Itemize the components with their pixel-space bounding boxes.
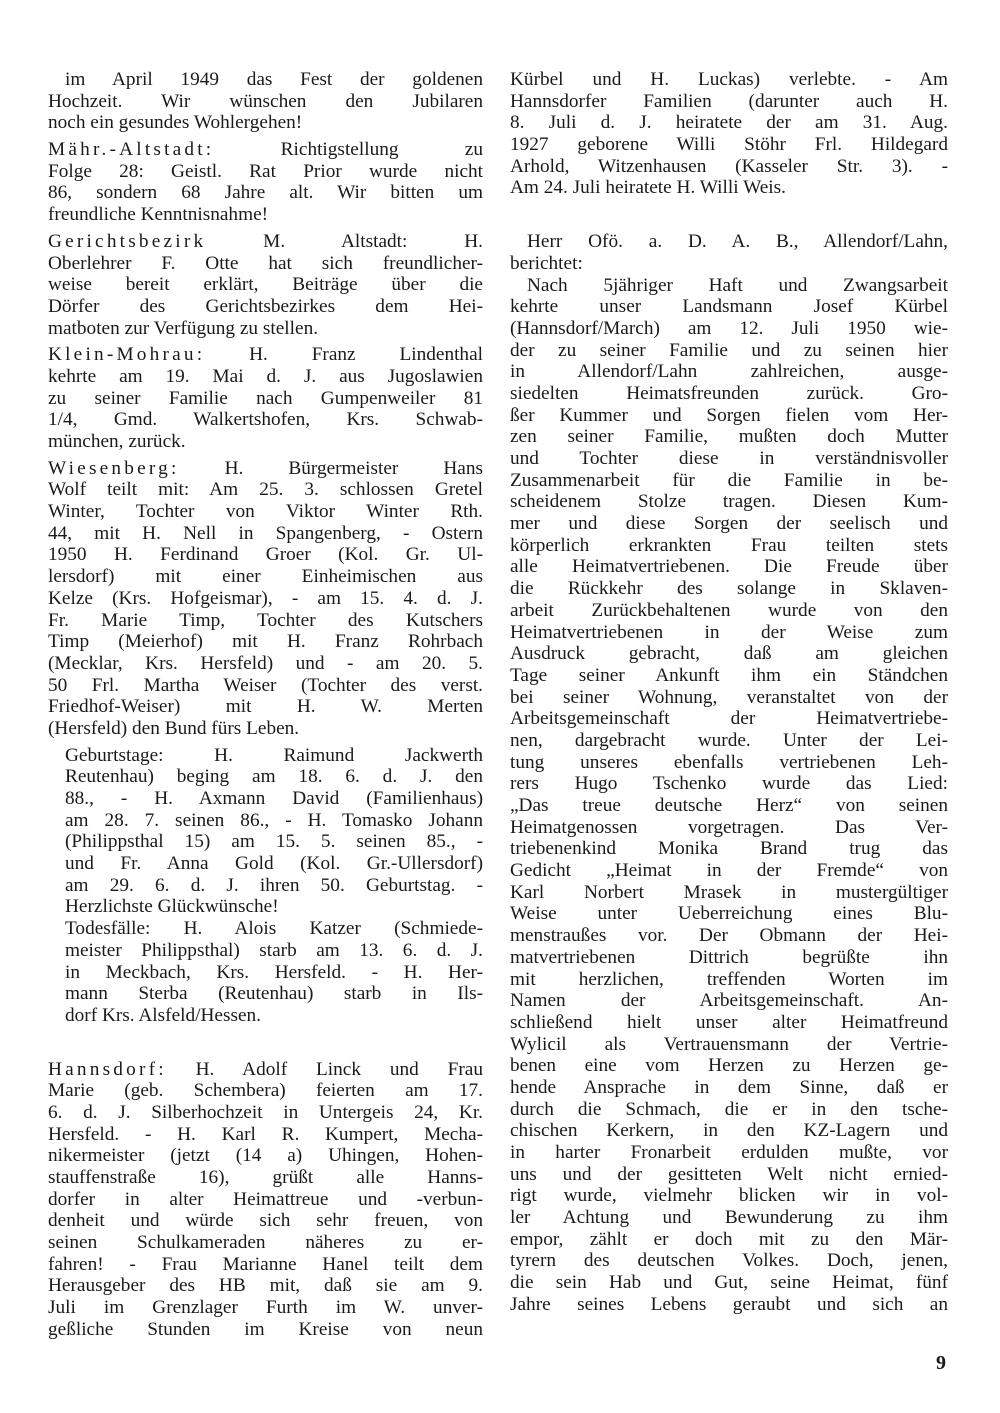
text-line [510,1034,948,1056]
line-text: Hersfeld. - H. Karl R. Kumpert, Mecha- [48,1123,483,1145]
line-text: 1/4, Gmd. Walkertshofen, Krs. Schwab- [48,409,483,431]
line-text: münchen, zurück. [48,431,186,452]
line-text: Namen der Arbeitsgemeinschaft. An- [510,990,948,1012]
line-text: Fr. Marie Timp, Tochter des Kutschers [48,609,483,631]
text-line [510,1012,948,1034]
line-text: Reutenhau) beging am 18. 6. d. J. den [65,766,483,788]
left-column [48,69,483,1346]
text-line [65,788,483,810]
line-text: am 28. 7. seinen 86., - H. Tomasko Johann [65,809,483,831]
text-line [510,361,948,383]
paragraph [510,69,948,199]
line-text: am 29. 6. d. J. ihren 50. Geburtstag. - [65,874,483,896]
text-line [48,610,483,632]
line-text: Heimatvertriebenen in der Weise zum [510,621,948,643]
line-text: Folge 28: Geistl. Rat Prior wurde nicht [48,160,483,182]
text-line [510,730,948,752]
line-text: 1927 geborene Willi Stöhr Frl. Hildegard [510,134,948,156]
paragraph [48,231,483,339]
line-text: Am 24. Juli heiratete H. Willi Weis. [510,177,786,199]
line-text: Ausdruck gebracht, daß am gleichen [510,643,948,665]
text-line [510,470,948,492]
right-column [510,69,948,1321]
text-line [510,253,948,275]
text-line [48,204,483,226]
text-line [510,405,948,427]
line-text: kehrte unser Landsmann Josef Kürbel [510,296,948,318]
text-line [48,1254,483,1276]
text-line [48,675,483,697]
text-line [510,1294,948,1316]
line-text: 1950 H. Ferdinand Groer (Kol. Gr. Ul- [48,544,483,566]
text-line [510,91,948,113]
text-line [510,838,948,860]
text-line [510,1185,948,1207]
text-line [510,1229,948,1251]
line-text: mit herzlichen, treffenden Worten im [510,968,948,990]
text-line [510,1142,948,1164]
text-line [510,69,948,91]
line-text: Oberlehrer F. Otte hat sich freundlicher- [48,252,483,274]
text-line [48,139,483,161]
text-line [48,458,483,480]
line-text: Winter, Tochter von Viktor Winter Rth. [48,501,483,523]
line-text: Hochzeit. Wir wünschen den Jubilaren [48,90,483,112]
text-line [510,112,948,134]
text-line [48,274,483,296]
text-line [48,653,483,675]
line-text: uns und der gesitteten Welt nicht ernied- [510,1163,948,1185]
text-line [48,718,483,740]
text-line [48,91,483,113]
line-text: 8. Juli d. J. heiratete der am 31. Aug. [510,112,948,134]
text-line [510,513,948,535]
line-text: H. Bürgermeister Hans [179,457,483,479]
paragraph [48,344,483,452]
text-line [48,1102,483,1124]
text-line [48,696,483,718]
line-text: zu seiner Familie nach Gumpenweiler 81 [48,387,483,409]
place-heading: Wiesenberg: [48,457,180,479]
text-line [65,918,483,940]
text-line [510,990,948,1012]
line-text: Gedicht „Heimat in der Fremde“ von [510,860,948,882]
line-text: 86, sondern 68 Jahre alt. Wir bitten um [48,182,483,204]
text-line [510,383,948,405]
text-line [510,817,948,839]
text-line [65,745,483,767]
text-line [510,177,948,199]
line-text: 6. d. J. Silberhochzeit in Untergeis 24, Kr. [48,1101,483,1123]
line-text: Hannsdorfer Familien (darunter auch H. [510,90,948,112]
line-text: Arbeitsgemeinschaft der Heimatvertriebe- [510,708,948,730]
line-text: lersdorf) mit einer Einheimischen aus [48,566,483,588]
line-text: Karl Norbert Mrasek in mustergültiger [510,881,948,903]
text-line [65,853,483,875]
text-line [65,831,483,853]
place-heading: Klein-Mohrau: [48,344,206,366]
line-text: Kelze (Krs. Hofgeismar), - am 15. 4. d. J. [48,587,483,609]
line-text: die sein Hab und Gut, seine Heimat, fünf [510,1272,948,1294]
text-line [48,318,483,340]
line-text: der zu seiner Familie und zu seinen hier [510,339,948,361]
line-text: scheidenem Stolze tragen. Diesen Kum- [510,491,948,513]
text-line [510,1164,948,1186]
text-line [48,112,483,134]
line-text: geßliche Stunden im Kreise von neun [48,1318,483,1340]
line-text: fahren! - Frau Marianne Hanel teilt dem [48,1253,483,1275]
line-text: und Tochter diese in verständnisvoller [510,448,948,469]
line-text: tyrern des deutschen Volkes. Doch, jenen, [510,1250,948,1272]
line-text: noch ein gesundes Wohlergehen! [48,112,303,134]
text-line [510,296,948,318]
text-line [510,708,948,730]
text-line [510,1077,948,1099]
text-line [48,588,483,610]
text-line [510,1055,948,1077]
line-text: Todesfälle: H. Alois Katzer (Schmiede- [65,918,483,940]
line-text: Wylicil als Vertrauensmann der Vertrie- [510,1033,948,1055]
line-text: seinen Schulkameraden näheres zu er- [48,1232,483,1254]
line-text: Richtigstellung zu [214,139,483,161]
text-line [48,296,483,318]
line-text: (Philippsthal 15) am 15. 5. seinen 85., - [65,831,483,853]
text-line [510,156,948,178]
text-line [510,600,948,622]
text-line [510,925,948,947]
line-text: rigt wurde, vielmehr blicken wir in vol- [510,1185,948,1207]
line-text: stauffenstraße 16), grüßt alle Hanns- [48,1167,483,1188]
line-text: körperlich erkrankten Frau teilten stets [510,534,948,556]
paragraph [48,139,483,226]
line-text: menstraußes vor. Der Obmann der Hei- [510,925,948,947]
line-text: Zusammenarbeit für die Familie in be- [510,469,948,491]
line-text: 88., - H. Axmann David (Familienhaus) [65,788,483,809]
line-text: Arhold, Witzenhausen (Kasseler Str. 3). - [510,155,948,177]
line-text: (Hersfeld) den Bund fürs Leben. [48,717,300,739]
line-text: Weise unter Ueberreichung eines Blu- [510,903,948,925]
text-line [48,1319,483,1341]
line-text: matboten zur Verfügung zu stellen. [48,317,319,339]
text-line [65,983,483,1005]
place-heading: Mähr.-Altstadt: [48,139,215,161]
text-line [510,1272,948,1294]
line-text: denheit und würde sich sehr freuen, von [48,1210,483,1232]
text-line [510,969,948,991]
line-text: Marie (geb. Schembera) feierten am 17. [48,1080,483,1102]
text-line [510,491,948,513]
line-text: durch die Schmach, die er in den tsche- [510,1098,948,1120]
text-line [48,1167,483,1189]
paragraph [48,458,483,740]
line-text: nikermeister (jetzt (14 a) Uhingen, Hohen- [48,1145,483,1167]
line-text: berichtet: [510,252,583,274]
text-line [510,752,948,774]
text-line [510,578,948,600]
line-text: bei seiner Wohnung, veranstaltet von der [510,686,948,708]
text-line [48,523,483,545]
text-line [48,501,483,523]
line-text: chischen Kerkern, in den KZ-Lagern und [510,1120,948,1142]
line-text: nen, dargebracht wurde. Unter der Lei- [510,729,948,751]
text-line [48,1210,483,1232]
text-line [510,1099,948,1121]
line-text: und Fr. Anna Gold (Kol. Gr.-Ullersdorf) [65,853,483,875]
paragraph [510,231,948,1315]
text-line [48,1145,483,1167]
line-text: mer und diese Sorgen der seelisch und [510,513,948,535]
text-line [510,1120,948,1142]
line-text: schließend hielt unser alter Heimatfreund [510,1011,948,1033]
place-heading: Hannsdorf: [48,1058,167,1080]
text-line [48,1232,483,1254]
page-number: 9 [936,1352,946,1374]
line-text: freundliche Kenntnisnahme! [48,204,269,226]
text-line [510,275,948,297]
line-text: ßer Kummer und Sorgen fielen vom Her- [510,404,948,426]
line-text: Dörfer des Gerichtsbezirkes dem Hei- [48,295,483,317]
text-line [65,766,483,788]
line-text: Friedhof-Weiser) mit H. W. Merten [48,696,483,718]
text-line [48,1080,483,1102]
paragraph [48,918,483,1026]
line-text: Juli im Grenzlager Furth im W. unver- [48,1297,483,1319]
text-line [48,1297,483,1319]
paragraph [48,745,483,919]
text-line [65,940,483,962]
paragraph [48,1059,483,1341]
line-text: weise bereit erklärt, Beiträge über die [48,274,483,296]
line-text: im April 1949 das Fest der goldenen [65,69,483,90]
line-text: Nach 5jähriger Haft und Zwangsarbeit [527,274,948,296]
text-line [510,318,948,340]
line-text: alle Heimatvertriebenen. Die Freude über [510,556,948,578]
line-text: dorf Krs. Alsfeld/Hessen. [65,1004,261,1026]
text-line [65,896,483,918]
text-line [48,69,483,91]
line-text: rers Hugo Tschenko wurde das Lied: [510,773,948,795]
line-text: Wolf teilt mit: Am 25. 3. schlossen Gretel [48,479,483,501]
line-text: mann Sterba (Reutenhau) starb in Ils- [65,983,483,1005]
text-line [510,622,948,644]
line-text: (Mecklar, Krs. Hersfeld) und - am 20. 5. [48,652,483,674]
text-line [48,431,483,453]
line-text: tung unseres ebenfalls vertriebenen Leh- [510,751,948,773]
text-line [65,962,483,984]
text-line [48,161,483,183]
text-line [510,448,948,470]
line-text: Herzlichste Glückwünsche! [65,896,279,918]
line-text: ler Achtung und Bewunderung zu ihm [510,1207,948,1229]
line-text: Timp (Meierhof) mit H. Franz Rohrbach [48,631,483,653]
text-line [510,795,948,817]
text-line [48,566,483,588]
line-text: meister Philippsthal) starb am 13. 6. d. J. [65,939,483,961]
text-line [510,426,948,448]
text-line [48,544,483,566]
text-line [48,253,483,275]
line-text: in Meckbach, Krs. Hersfeld. - H. Her- [65,961,483,983]
line-text: Herr Ofö. a. D. A. B., Allendorf/Lahn, [527,231,948,253]
text-line [48,1059,483,1081]
text-line [65,875,483,897]
text-line [48,344,483,366]
line-text: 50 Frl. Martha Weiser (Tochter des verst. [48,674,483,696]
line-text: Kürbel und H. Luckas) verlebte. - Am [510,69,948,90]
line-text: matvertriebenen Dittrich begrüßte ihn [510,946,948,968]
text-line [48,182,483,204]
text-line [48,1189,483,1211]
text-line [510,643,948,665]
text-line [510,1250,948,1272]
line-text: H. Adolf Linck und Frau [166,1058,483,1080]
place-heading: Gerichtsbezirk [48,230,207,252]
text-line [48,409,483,431]
line-text: „Das treue deutsche Herz“ von seinen [510,795,948,816]
line-text: arbeit Zurückbehaltenen wurde von den [510,599,948,621]
text-line [510,535,948,557]
line-text: in Allendorf/Lahn zahlreichen, ausge- [510,361,948,383]
line-text: in harter Fronarbeit erdulden mußte, vor [510,1142,948,1163]
text-line [510,1207,948,1229]
text-line [48,1124,483,1146]
line-text: M. Altstadt: H. [206,230,483,252]
line-text: dorfer in alter Heimattreue und -verbun- [48,1188,483,1210]
text-line [510,860,948,882]
line-text: Jahre seines Lebens geraubt und sich an [510,1293,948,1315]
line-text: empor, zählt er doch mit zu den Mär- [510,1228,948,1250]
line-text: Heimatgenossen vorgetragen. Das Ver- [510,816,948,838]
text-line [510,947,948,969]
line-text: siedelten Heimatsfreunden zurück. Gro- [510,382,948,404]
text-line [510,556,948,578]
text-line [510,882,948,904]
line-text: (Hannsdorf/March) am 12. Juli 1950 wie- [510,317,948,339]
line-text: Geburtstage: H. Raimund Jackwerth [65,744,483,766]
text-line [65,1005,483,1027]
line-text: Tage seiner Ankunft ihm ein Ständchen [510,664,948,686]
text-line [510,773,948,795]
text-line [510,903,948,925]
line-text: hende Ansprache in dem Sinne, daß er [510,1076,948,1098]
line-text: Herausgeber des HB mit, daß sie am 9. [48,1275,483,1297]
text-line [510,231,948,253]
line-text: benen eine vom Herzen zu Herzen ge- [510,1055,948,1077]
line-text: zen seiner Familie, mußten doch Mutter [510,426,948,448]
line-text: H. Franz Lindenthal [205,344,483,366]
paragraph [48,69,483,134]
text-line [48,479,483,501]
line-text: kehrte am 19. Mai d. J. aus Jugoslawien [48,365,483,387]
line-text: triebenenkind Monika Brand trug das [510,838,948,860]
text-line [65,810,483,832]
text-line [48,231,483,253]
line-text: die Rückkehr des solange in Sklaven- [510,578,948,600]
text-line [510,134,948,156]
text-line [510,665,948,687]
line-text: 44, mit H. Nell in Spangenberg, - Ostern [48,522,483,544]
text-line [48,1275,483,1297]
text-line [510,340,948,362]
text-line [48,631,483,653]
text-line [48,366,483,388]
text-line [48,388,483,410]
text-line [510,687,948,709]
